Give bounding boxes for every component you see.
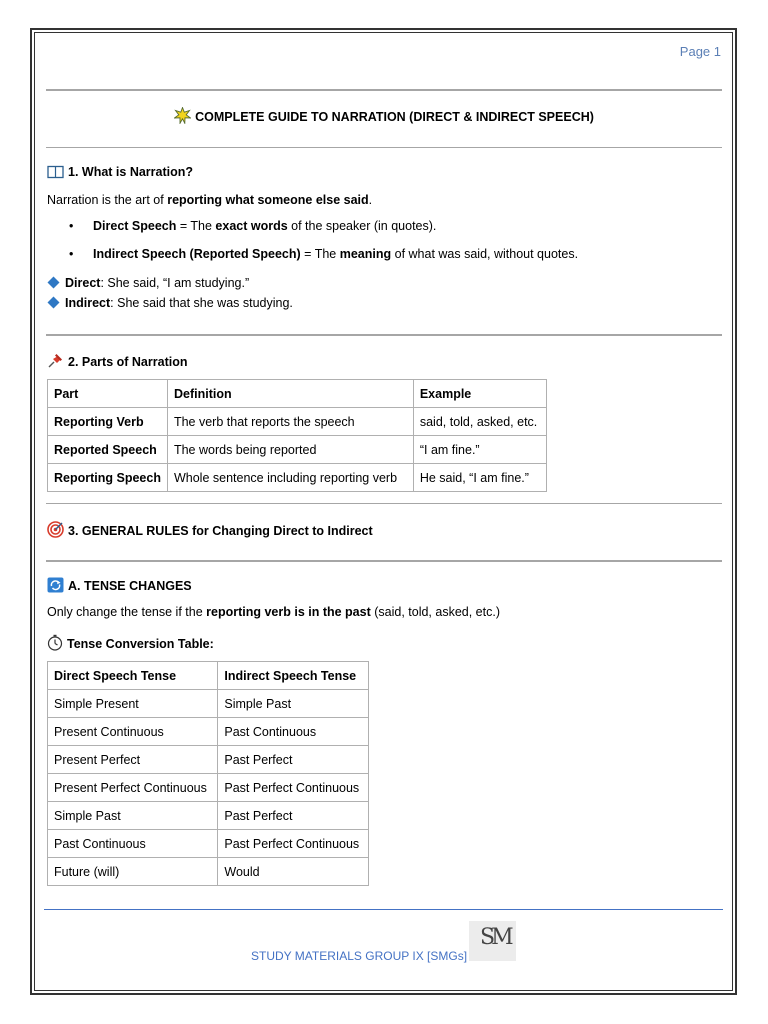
table-row: [48, 408, 547, 436]
logo-letters: SM: [480, 925, 510, 950]
table-cell: Present Perfect: [48, 746, 218, 774]
divider: [46, 89, 722, 91]
section-a-heading: [47, 577, 192, 593]
table-cell: Future (will): [48, 858, 218, 886]
table-row: [48, 774, 369, 802]
book-icon: [47, 165, 64, 179]
bold-text: Indirect Speech (Reported Speech): [93, 247, 301, 261]
bold-text: reporting verb is in the past: [206, 605, 371, 619]
table-row: [48, 718, 369, 746]
table-header: Example: [413, 380, 546, 408]
section-2-heading: [47, 352, 187, 369]
table-cell: Reported Speech: [48, 436, 168, 464]
table-cell: Reporting Speech: [48, 464, 168, 492]
document-title: [0, 107, 768, 124]
text: : She said that she was studying.: [110, 296, 293, 310]
stopwatch-icon: [47, 634, 63, 651]
tense-table-title: [47, 634, 214, 651]
table-header: Definition: [167, 380, 413, 408]
diamond-icon: [47, 276, 60, 289]
sm-logo: [469, 921, 516, 961]
divider: [46, 334, 722, 336]
divider: [46, 503, 722, 504]
section-1-heading: [47, 165, 193, 179]
bold-text: meaning: [339, 247, 392, 261]
text: = The: [300, 247, 340, 261]
table-cell: The words being reported: [167, 436, 413, 464]
bold-text: Indirect: [65, 296, 111, 310]
section-1-heading-text: 1. What is Narration?: [68, 165, 194, 179]
table-cell: He said, “I am fine.”: [413, 464, 546, 492]
table-header-row: [48, 662, 369, 690]
table-cell: Present Continuous: [48, 718, 218, 746]
section-3-heading-text: 3. GENERAL RULES for Changing Direct to Indirect: [68, 524, 373, 538]
page-number: Page 1: [679, 44, 721, 59]
table-row: [48, 464, 547, 492]
table-cell: said, told, asked, etc.: [413, 408, 546, 436]
sparkle-icon: [174, 107, 191, 124]
text: = The: [176, 219, 216, 233]
text: : She said, “I am studying.”: [100, 276, 250, 290]
divider: [46, 560, 722, 562]
bold-text: reporting what someone else said: [167, 193, 369, 207]
pushpin-icon: [47, 352, 64, 369]
target-icon: [47, 521, 64, 538]
example-direct: [47, 276, 249, 290]
tense-conversion-table: [47, 661, 369, 886]
table-cell: Whole sentence including reporting verb: [167, 464, 413, 492]
table-cell: Past Continuous: [48, 830, 218, 858]
parts-table: [47, 379, 547, 492]
bold-text: exact words: [215, 219, 288, 233]
text: Only change the tense if the: [47, 605, 207, 619]
list-item: [69, 219, 436, 233]
table-row: [48, 436, 547, 464]
text: of the speaker (in quotes).: [287, 219, 437, 233]
table-cell: Past Perfect Continuous: [218, 830, 369, 858]
narration-definition: [47, 193, 372, 207]
table-cell: Past Perfect Continuous: [218, 774, 369, 802]
bold-text: Direct Speech: [93, 219, 177, 233]
bold-text: Direct: [65, 276, 101, 290]
bullet-icon: •: [69, 247, 74, 261]
example-indirect: [47, 296, 293, 310]
table-row: [48, 690, 369, 718]
table-cell: Simple Present: [48, 690, 218, 718]
section-3-heading: [47, 521, 373, 538]
text: Narration is the art of: [47, 193, 168, 207]
table-cell: Past Continuous: [218, 718, 369, 746]
section-a-heading-text: A. TENSE CHANGES: [68, 579, 192, 593]
table-row: [48, 858, 369, 886]
tense-table-title-text: Tense Conversion Table:: [67, 637, 214, 651]
table-cell: Simple Past: [218, 690, 369, 718]
table-cell: Reporting Verb: [48, 408, 168, 436]
table-cell: Present Perfect Continuous: [48, 774, 218, 802]
bullet-icon: •: [69, 219, 74, 233]
table-row: [48, 746, 369, 774]
text: of what was said, without quotes.: [391, 247, 579, 261]
table-cell: Would: [218, 858, 369, 886]
footer-divider: [44, 909, 723, 910]
table-row: [48, 830, 369, 858]
table-header: Part: [48, 380, 168, 408]
repeat-icon: [47, 577, 64, 593]
table-header: Indirect Speech Tense: [218, 662, 369, 690]
text: (said, told, asked, etc.): [370, 605, 500, 619]
table-row: [48, 802, 369, 830]
divider: [46, 147, 722, 148]
document-title-text: COMPLETE GUIDE TO NARRATION (DIRECT & INDIRECT SPEECH): [195, 110, 594, 124]
text: .: [368, 193, 373, 207]
table-cell: The verb that reports the speech: [167, 408, 413, 436]
table-header-row: [48, 380, 547, 408]
section-2-heading-text: 2. Parts of Narration: [68, 355, 188, 369]
table-cell: Past Perfect: [218, 746, 369, 774]
table-cell: Simple Past: [48, 802, 218, 830]
tense-rule-text: [47, 605, 500, 619]
list-item: [69, 247, 578, 261]
table-cell: Past Perfect: [218, 802, 369, 830]
table-cell: “I am fine.”: [413, 436, 546, 464]
table-header: Direct Speech Tense: [48, 662, 218, 690]
diamond-icon: [47, 296, 60, 309]
footer-text: STUDY MATERIALS GROUP IX [SMGs]: [251, 949, 468, 963]
